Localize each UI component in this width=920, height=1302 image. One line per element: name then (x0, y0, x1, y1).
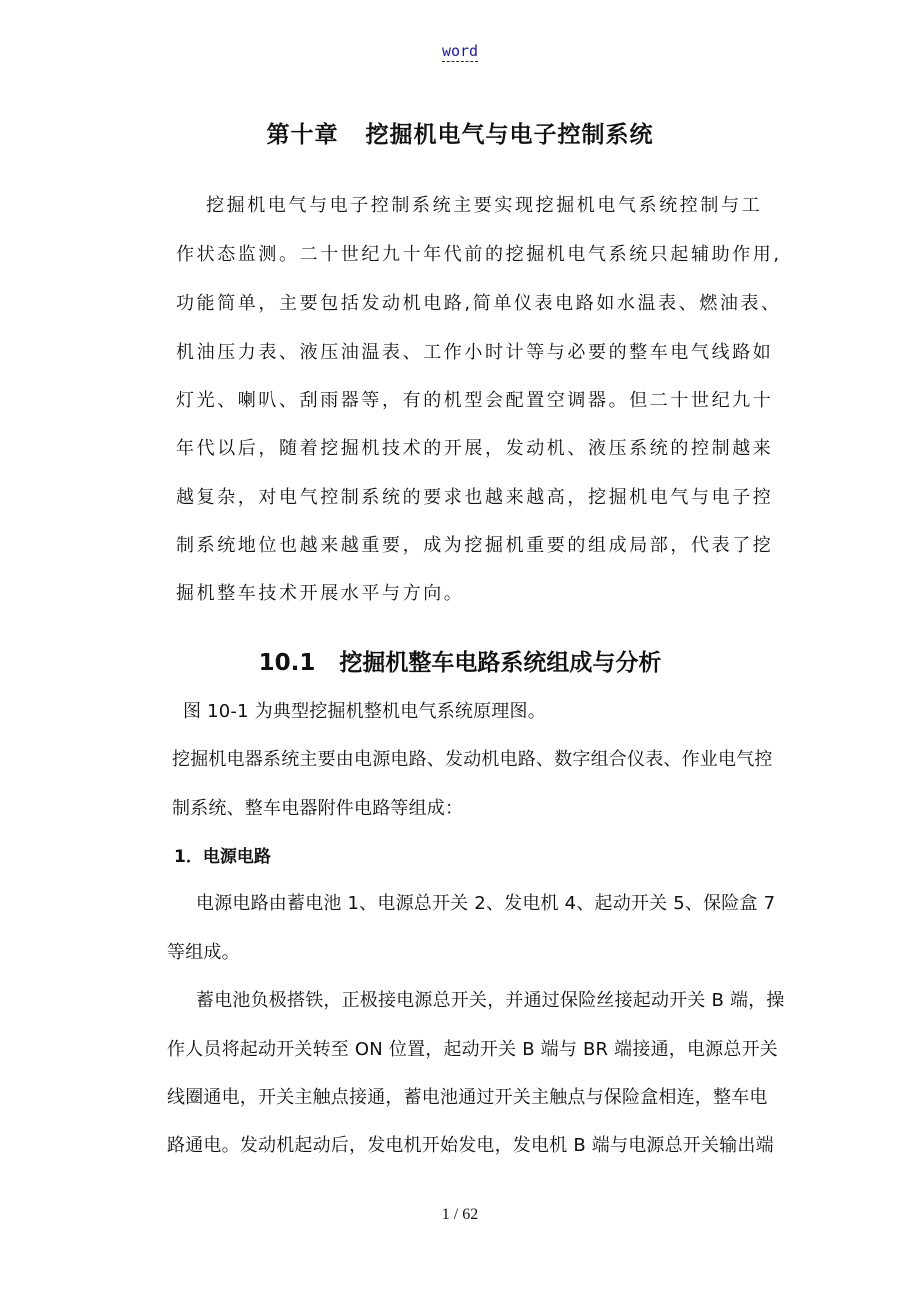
intro-line: 掘机整车技术开展水平与方向。 (176, 583, 465, 604)
paragraph-line: 等组成。 (167, 942, 240, 963)
intro-line: 年代以后，随着挖掘机技术的开展，发动机、液压系统的控制越来 (176, 438, 774, 459)
section-title: 10.1 挖掘机整车电路系统组成与分析 (258, 650, 662, 676)
page-number: 1 / 62 (441, 1206, 479, 1223)
paragraph-line: 电源电路由蓄电池 1、电源总开关 2、发电机 4、起动开关 5、保险盒 7 (196, 893, 776, 914)
intro-line: 越复杂，对电气控制系统的要求也越来越高，挖掘机电气与电子控 (176, 487, 774, 508)
paragraph-line: 线圈通电，开关主触点接通，蓄电池通过开关主触点与保险盒相连，整车电 (167, 1087, 768, 1108)
composition-line: 挖掘机电器系统主要由电源电路、发动机电路、数字组合仪表、作业电气控 (172, 749, 773, 770)
paragraph-line: 蓄电池负极搭铁，正极接电源总开关，并通过保险丝接起动开关 B 端，操 (196, 990, 785, 1011)
chapter-title: 第十章 挖掘机电气与电子控制系统 (266, 122, 654, 148)
intro-line: 作状态监测。二十世纪九十年代前的挖掘机电气系统只起辅助作用, (176, 244, 782, 265)
subsection-heading: 1．电源电路 (174, 847, 271, 867)
paragraph-line: 作人员将起动开关转至 ON 位置，起动开关 B 端与 BR 端接通，电源总开关 (167, 1039, 778, 1060)
figure-reference: 图 10-1 为典型挖掘机整机电气系统原理图。 (183, 701, 546, 722)
intro-line: 功能简单，主要包括发动机电路,简单仪表电路如水温表、燃油表、 (176, 293, 782, 314)
header-word-link[interactable] (0, 42, 920, 60)
intro-line: 机油压力表、液压油温表、工作小时计等与必要的整车电气线路如 (176, 342, 774, 363)
intro-line: 制系统地位也越来越重要，成为挖掘机重要的组成局部，代表了挖 (176, 535, 774, 556)
composition-line: 制系统、整车电器附件电路等组成： (172, 798, 464, 819)
paragraph-line: 路通电。发动机起动后，发电机开始发电，发电机 B 端与电源总开关输出端 (167, 1135, 774, 1156)
header-link-text[interactable]: word (441, 42, 479, 60)
intro-line: 灯光、喇叭、刮雨器等，有的机型会配置空调器。但二十世纪九十 (176, 390, 774, 411)
intro-line: 挖掘机电气与电子控制系统主要实现挖掘机电气系统控制与工 (206, 195, 763, 216)
